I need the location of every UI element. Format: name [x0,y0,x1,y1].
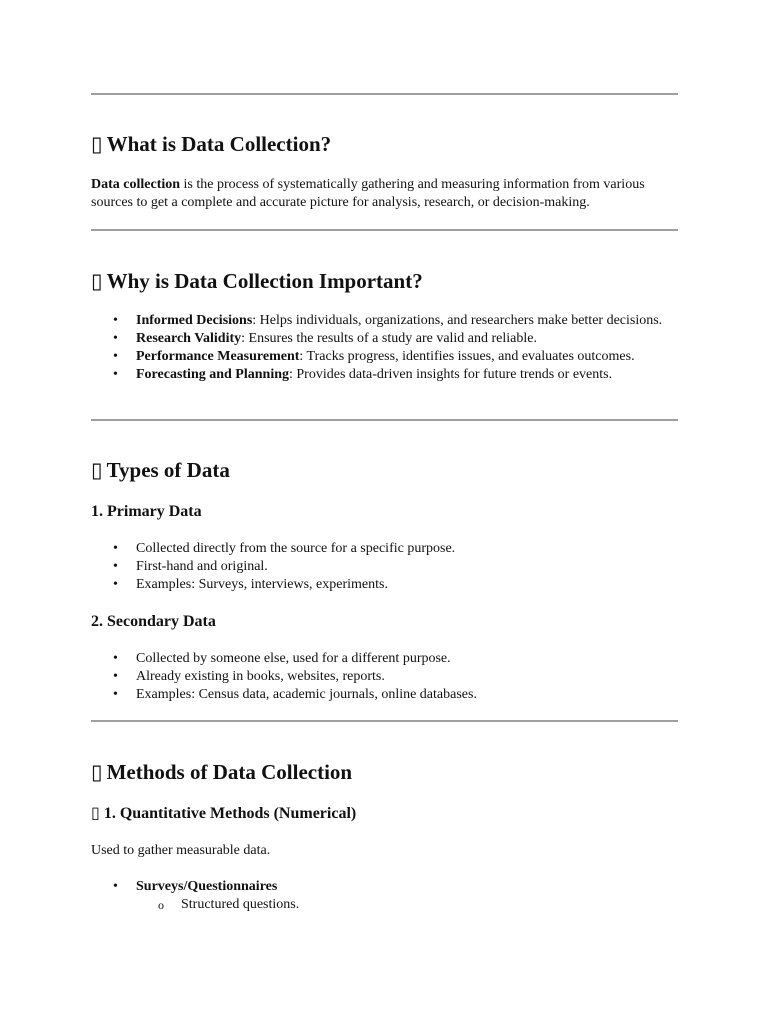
sub-list [136,896,678,914]
subheading-secondary-data: 2. Secondary Data [91,613,216,630]
item-text: : Tracks progress, identifies issues, and evaluates outcomes. [299,349,635,364]
item-text: : Helps individuals, organizations, and researchers make better decisions. [252,313,663,328]
list-item [91,668,678,686]
missing-glyph-icon: ▯ [91,760,103,784]
item-text: Examples: Surveys, interviews, experiments. [136,577,388,592]
item-text: First-hand and original. [136,559,268,574]
circle-bullet-icon: o [158,898,164,912]
list-item [91,312,678,330]
item-term: Forecasting and Planning [136,367,289,382]
subheading-primary-data: 1. Primary Data [91,503,202,520]
quantitative-intro: Used to gather measurable data. [91,843,271,858]
item-text: Collected by someone else, used for a different purpose. [136,651,451,666]
horizontal-rule [91,720,678,722]
subheading-text: 1. Quantitative Methods (Numerical) [103,805,357,822]
definition-term: Data collection [91,177,181,192]
horizontal-rule [91,419,678,421]
heading-types-of-data [91,457,230,483]
heading-what-is-data-collection [91,131,331,157]
definition-text: is the process of systematically gathering and measuring information from various sources to get a complete and accurate picture for analysis, research, or decision-making. [91,177,645,210]
list-item [91,686,678,704]
list-item [91,348,678,366]
item-text: Already existing in books, websites, reports. [136,669,385,684]
list-item [91,558,678,576]
horizontal-rule [91,229,678,231]
heading-text: Types of Data [106,458,230,482]
bullet-icon: • [113,669,118,684]
item-text: Examples: Census data, academic journals, online databases. [136,687,477,702]
list-item [91,330,678,348]
heading-text: Methods of Data Collection [106,760,353,784]
bullet-icon: • [113,651,118,666]
heading-text: Why is Data Collection Important? [106,269,423,293]
list-item [91,366,678,384]
item-text: : Provides data-driven insights for future trends or events. [289,367,613,382]
heading-why-important [91,268,423,294]
missing-glyph-icon: ▯ [91,805,100,822]
bullet-icon: • [113,367,118,382]
item-term: Surveys/Questionnaires [136,879,278,894]
missing-glyph-icon: ▯ [91,269,103,293]
horizontal-rule [91,93,678,95]
subheading-quantitative-methods [91,804,356,824]
bullet-icon: • [113,879,118,894]
item-term: Research Validity [136,331,242,346]
missing-glyph-icon: ▯ [91,458,103,482]
list-item [91,650,678,668]
bullet-icon: • [113,331,118,346]
item-term: Performance Measurement [136,349,300,364]
heading-text: What is Data Collection? [106,132,332,156]
definition-paragraph [91,176,678,212]
secondary-data-list [91,650,678,704]
item-text: : Ensures the results of a study are valid and reliable. [241,331,537,346]
importance-list [91,312,678,384]
bullet-icon: • [113,541,118,556]
sub-item-text: Structured questions. [181,897,300,912]
sub-list-item [136,896,678,914]
bullet-icon: • [113,577,118,592]
list-item [91,576,678,594]
quantitative-list [91,878,678,914]
bullet-icon: • [113,349,118,364]
list-item [91,878,678,914]
heading-methods [91,759,352,785]
bullet-icon: • [113,313,118,328]
bullet-icon: • [113,559,118,574]
primary-data-list [91,540,678,594]
missing-glyph-icon: ▯ [91,132,103,156]
list-item [91,540,678,558]
item-text: Collected directly from the source for a specific purpose. [136,541,456,556]
item-term: Informed Decisions [136,313,253,328]
bullet-icon: • [113,687,118,702]
